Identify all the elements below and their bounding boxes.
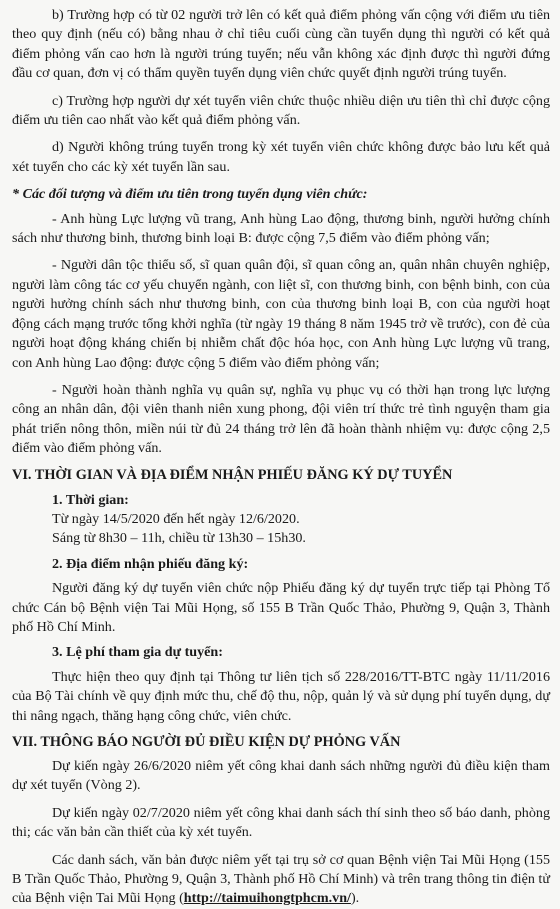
- announcement-text-end: ).: [350, 890, 360, 907]
- priority-item-2: - Người dân tộc thiểu số, sĩ quan quân đội, sĩ quan công an, quân nhân chuyên nghiệp, người làm công tác cơ yếu chuyển ngành, con liệt sĩ, con thương binh, con bệnh binh, con của người hưởng chính sách như thương binh, con của thương binh loại B, con của người hoạt động cách mạng trước tổng khởi nghĩa (từ ngày 19 tháng 8 năm 1945 trở về trước), con đẻ của người hoạt động kháng chiến bị nhiễm chất độc hóa học, con Anh hùng Lực lượng vũ trang, con Anh hùng Lao động: được cộng 5 điểm vào điểm phỏng vấn;: [12, 257, 550, 371]
- priority-item-3: - Người hoàn thành nghĩa vụ quân sự, nghĩa vụ phục vụ có thời hạn trong lực lượng công an nhân dân, đội viên thanh niên xung phong, đội viên trí thức trẻ tình nguyện tham gia phát triển nông thôn, miền núi từ đủ 24 tháng trở lên đã hoàn thành nhiệm vụ: được cộng 2,5 điểm vào điểm phỏng vấn.: [12, 381, 550, 457]
- priority-heading: * Các đối tượng và điểm ưu tiên trong tuyển dụng viên chức:: [12, 186, 368, 203]
- website-link[interactable]: http://taimuihongtphcm.vn/: [183, 890, 351, 907]
- announcement-paragraph-3: [12, 851, 550, 909]
- announcement-paragraph-1: Dự kiến ngày 26/6/2020 niêm yết công khai danh sách những người đủ điều kiện tham dự xét tuyển (Vòng 2).: [12, 758, 550, 794]
- time-line-1: Từ ngày 14/5/2020 đến hết ngày 12/6/2020.: [52, 510, 300, 527]
- time-line-2: Sáng từ 8h30 – 11h, chiều từ 13h30 – 15h30.: [52, 530, 306, 547]
- fee-text: Thực hiện theo quy định tại Thông tư liên tịch số 228/2016/TT-BTC ngày 11/11/2016 của Bộ Tài chính về quy định mức thu, chế độ thu, nộp, quản lý và sử dụng phí tuyển dụng, dự thi nâng ngạch, thăng hạng công chức, viên chức.: [12, 668, 550, 724]
- paragraph-b: b) Trường hợp có từ 02 người trở lên có kết quả điểm phỏng vấn cộng với điểm ưu tiên theo quy định (nếu có) bằng nhau ở chỉ tiêu cuối cùng cần tuyển dụng thì người có kết quả điểm phỏng vấn cao hơn là người trúng tuyển; nếu vẫn không xác định được thì người đứng đầu cơ quan, đơn vị có thẩm quyền tuyển dụng viên chức quyết định người trúng tuyển.: [12, 7, 550, 82]
- paragraph-d: d) Người không trúng tuyển trong kỳ xét tuyển viên chức không được bảo lưu kết quả xét tuyển cho các kỳ xét tuyển lần sau.: [12, 139, 550, 175]
- time-label: 1. Thời gian:: [52, 491, 129, 508]
- announcement-paragraph-2: Dự kiến ngày 02/7/2020 niêm yết công khai danh sách thí sinh theo số báo danh, phòng thi; các văn bản cần thiết của kỳ xét tuyển.: [12, 804, 550, 841]
- place-label: 2. Địa điểm nhận phiếu đăng ký:: [52, 555, 249, 572]
- section-vii-title: VII. THÔNG BÁO NGƯỜI ĐỦ ĐIỀU KIỆN DỰ PHỎNG VẤN: [12, 734, 401, 750]
- place-text: Người đăng ký dự tuyển viên chức nộp Phiếu đăng ký dự tuyển trực tiếp tại Phòng Tổ chức Cán bộ Bệnh viện Tai Mũi Họng, số 155 B Trần Quốc Thảo, Phường 9, Quận 3, Thành phố Hồ Chí Minh.: [12, 580, 550, 635]
- priority-item-1: - Anh hùng Lực lượng vũ trang, Anh hùng Lao động, thương binh, người hưởng chính sách như thương binh, thương binh loại B: được cộng 7,5 điểm vào điểm phỏng vấn;: [12, 210, 550, 247]
- fee-label: 3. Lệ phí tham gia dự tuyển:: [52, 644, 223, 661]
- paragraph-c: c) Trường hợp người dự xét tuyển viên chức thuộc nhiều diện ưu tiên thì chỉ được cộng điểm ưu tiên cao nhất vào kết quả điểm phỏng vấn.: [12, 92, 550, 129]
- announcement-text: Các danh sách, văn bản được niêm yết tại trụ sở cơ quan Bệnh viện Tai Mũi Họng (155 B Trần Quốc Thảo, Phường 9, Quận 3, Thành phố Hồ Chí Minh) và trên trang thông tin điện tử của Bệnh viện Tai Mũi Họng (: [12, 851, 550, 907]
- section-vi-title: VI. THỜI GIAN VÀ ĐỊA ĐIỂM NHẬN PHIẾU ĐĂNG KÝ DỰ TUYỂN: [12, 466, 453, 483]
